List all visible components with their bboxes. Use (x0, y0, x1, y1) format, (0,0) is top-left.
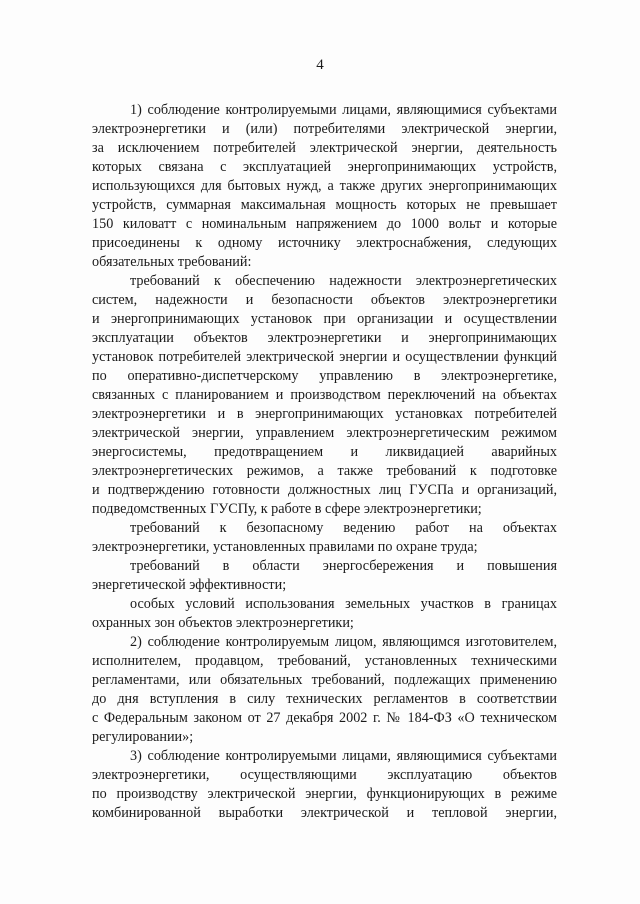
text-line: систем, надежности и безопасности объектов электроэнергетики (92, 292, 557, 308)
text-line: обязательных требований: (92, 254, 252, 270)
text-line: по производству электрической энергии, функционирующих в режиме (92, 786, 557, 802)
text-line: до дня вступления в силу технических регламентов в соответствии (92, 691, 557, 707)
text-line: установок потребителей электрической энергии и осуществлении функций (92, 349, 557, 365)
text-line: 2) соблюдение контролируемым лицом, являющимся изготовителем, (130, 634, 557, 650)
text-line: энергетической эффективности; (92, 577, 287, 593)
text-line: особых условий использования земельных участков в границах (130, 596, 557, 612)
text-line: по оперативно-диспетчерскому управлению в электроэнергетике, (92, 368, 557, 384)
text-line: подведомственных ГУСПу, к работе в сфере электроэнергетики; (92, 501, 482, 517)
text-line: связанных с планированием и производством переключений на объектах (92, 387, 557, 403)
paragraph (92, 747, 557, 823)
text-line: электроэнергетики, установленных правилами по охране труда; (92, 539, 478, 555)
paragraph (92, 101, 557, 272)
text-line: 1) соблюдение контролируемыми лицами, являющимися субъектами (130, 102, 557, 118)
text-line: присоединены к одному источнику электроснабжения, следующих (92, 235, 557, 251)
text-line: и энергопринимающих установок при организации и осуществлении (92, 311, 557, 327)
paragraph (92, 272, 557, 519)
paragraph (92, 557, 557, 595)
text-line: комбинированной выработки электрической и тепловой энергии, (92, 805, 557, 821)
text-line: использующихся для бытовых нужд, а также других энергопринимающих (92, 178, 557, 194)
text-line: эксплуатации объектов электроэнергетики и энергопринимающих (92, 330, 557, 346)
paragraph (92, 633, 557, 747)
text-line: энергосистемы, предотвращением и ликвидацией аварийных (92, 444, 557, 460)
paragraph (92, 595, 557, 633)
text-line: требований в области энергосбережения и повышения (130, 558, 557, 574)
text-line: требований к безопасному ведению работ на объектах (130, 520, 557, 536)
text-line: регулировании»; (92, 729, 194, 745)
text-line: требований к обеспечению надежности электроэнергетических (130, 273, 557, 289)
paragraph (92, 519, 557, 557)
text-line: охранных зон объектов электроэнергетики; (92, 615, 354, 631)
text-line: исполнителем, продавцом, требований, установленных техническими (92, 653, 557, 669)
text-line: электроэнергетики, осуществляющими эксплуатацию объектов (92, 767, 557, 783)
text-line: которых связана с эксплуатацией энергопринимающих устройств, (92, 159, 557, 175)
text-line: 150 киловатт с номинальным напряжением до 1000 вольт и которые (92, 216, 557, 232)
text-line: устройств, суммарная максимальная мощность которых не превышает (92, 197, 557, 213)
text-line: электрической энергии, управлением электроэнергетическим режимом (92, 425, 557, 441)
text-line: электроэнергетики и (или) потребителями электрической энергии, (92, 121, 557, 137)
text-line: и подтверждению готовности должностных лиц ГУСПа и организаций, (92, 482, 557, 498)
text-line: регламентами, или обязательных требований, подлежащих применению (92, 672, 557, 688)
page-number: 4 (316, 57, 324, 73)
document-body (92, 101, 557, 823)
text-line: за исключением потребителей электрической энергии, деятельность (92, 140, 557, 156)
text-line: с Федеральным законом от 27 декабря 2002 г. № 184-ФЗ «О техническом (92, 710, 557, 726)
text-line: 3) соблюдение контролируемыми лицами, являющимися субъектами (130, 748, 557, 764)
text-line: электроэнергетических режимов, а также требований к подготовке (92, 463, 557, 479)
text-line: электроэнергетики и в энергопринимающих установках потребителей (92, 406, 557, 422)
